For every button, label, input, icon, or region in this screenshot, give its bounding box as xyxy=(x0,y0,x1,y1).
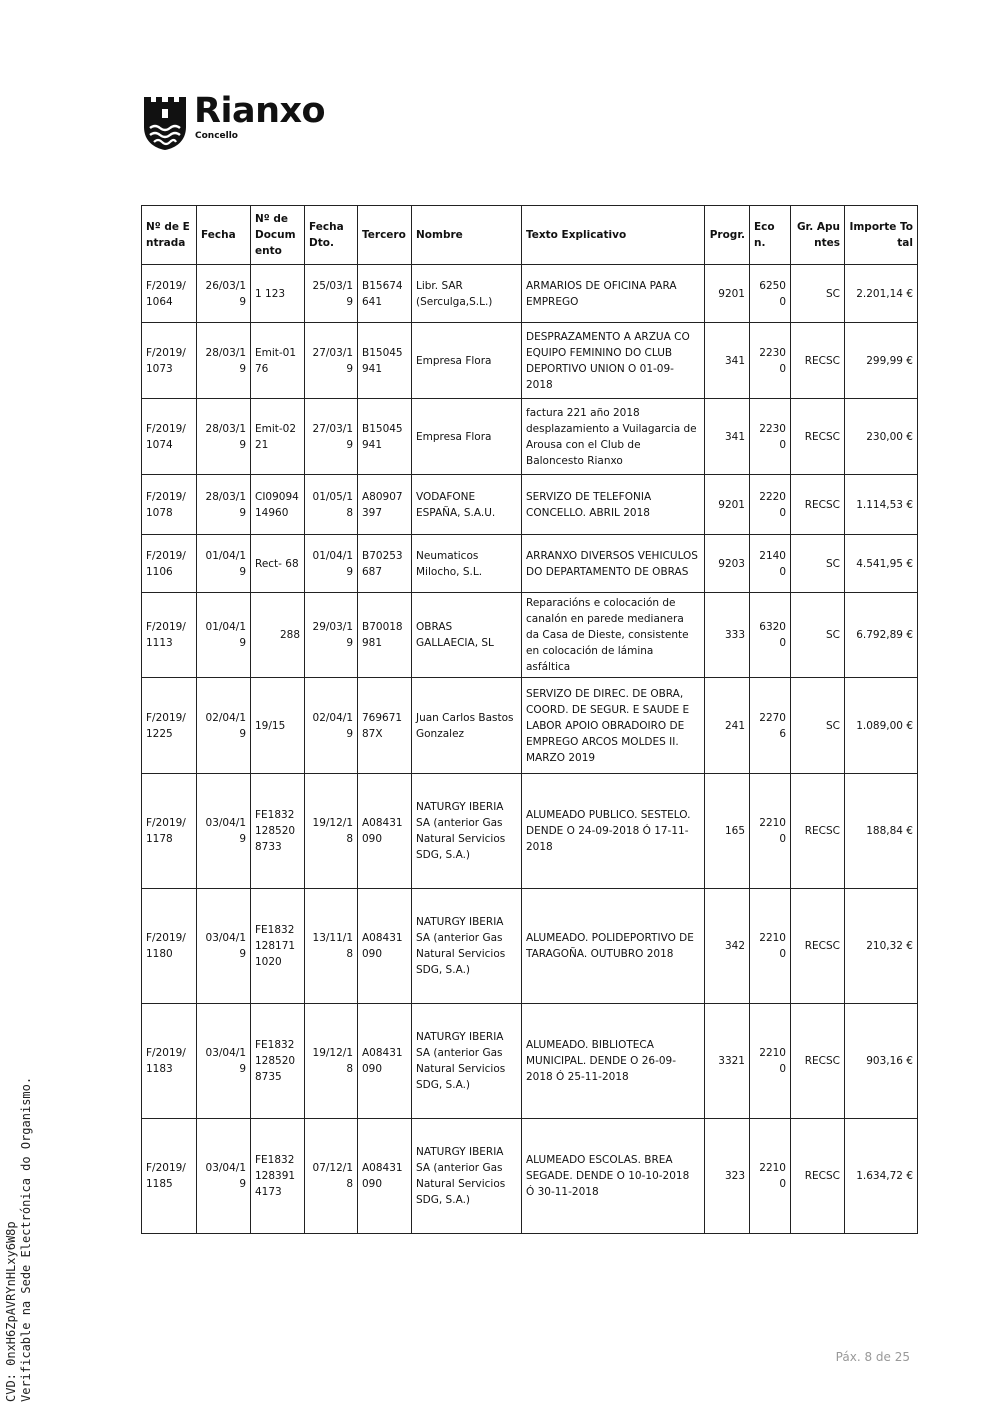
verification-code: CVD: 0nxH6ZpAVRYnHLxy6W8p xyxy=(4,1221,18,1402)
cell-fecha: 01/04/19 xyxy=(197,535,251,593)
cell-texto: SERVIZO DE TELEFONIA CONCELLO. ABRIL 2018 xyxy=(522,475,705,535)
table-row xyxy=(142,475,918,535)
col-header-nombre: Nombre xyxy=(412,206,522,265)
cell-econ: 22300 xyxy=(750,323,791,399)
table-row xyxy=(142,265,918,323)
cell-documento: Rect- 68 xyxy=(251,535,305,593)
cell-importe: 903,16 € xyxy=(845,1004,918,1119)
cell-fecha: 02/04/19 xyxy=(197,678,251,774)
col-header-tercero: Tercero xyxy=(358,206,412,265)
cell-fecha: 03/04/19 xyxy=(197,1004,251,1119)
cell-importe: 1.089,00 € xyxy=(845,678,918,774)
cell-econ: 62500 xyxy=(750,265,791,323)
col-header-econ: Econ. xyxy=(750,206,791,265)
table-row xyxy=(142,678,918,774)
table-header-row xyxy=(142,206,918,265)
cell-tercero: A08431090 xyxy=(358,889,412,1004)
col-header-texto: Texto Explicativo xyxy=(522,206,705,265)
cell-importe: 1.634,72 € xyxy=(845,1119,918,1234)
cell-nombre: Empresa Flora xyxy=(412,399,522,475)
cell-nombre: Empresa Flora xyxy=(412,323,522,399)
col-header-fecha-dto: Fecha Dto. xyxy=(305,206,358,265)
cell-tercero: A80907397 xyxy=(358,475,412,535)
cell-entrada: F/2019/1178 xyxy=(142,774,197,889)
cell-fecha-dto: 13/11/18 xyxy=(305,889,358,1004)
cell-importe: 210,32 € xyxy=(845,889,918,1004)
cell-tercero: A08431090 xyxy=(358,774,412,889)
table-row xyxy=(142,774,918,889)
page-number: Páx. 8 de 25 xyxy=(835,1350,910,1364)
cell-gr-apuntes: SC xyxy=(791,535,845,593)
cell-progr: 241 xyxy=(705,678,750,774)
logo-subtitle: Concello xyxy=(195,131,238,141)
cell-progr: 333 xyxy=(705,593,750,678)
cell-nombre: Juan Carlos Bastos Gonzalez xyxy=(412,678,522,774)
cell-tercero: B15045941 xyxy=(358,399,412,475)
col-header-progr: Progr. xyxy=(705,206,750,265)
cell-gr-apuntes: RECSC xyxy=(791,1119,845,1234)
cell-texto: Reparacións e colocación de canalón en parede medianera da Casa de Dieste, consistente en colocación de lámina asfáltica xyxy=(522,593,705,678)
cell-nombre: Neumaticos Milocho, S.L. xyxy=(412,535,522,593)
cell-tercero: B15045941 xyxy=(358,323,412,399)
cell-fecha: 28/03/19 xyxy=(197,399,251,475)
cell-texto: SERVIZO DE DIREC. DE OBRA, COORD. DE SEGUR. E SAUDE E LABOR APOIO OBRADOIRO DE EMPREGO ARCOS MOLDES II. MARZO 2019 xyxy=(522,678,705,774)
logo-wordmark: Rianxo xyxy=(194,91,326,131)
cell-fecha-dto: 29/03/19 xyxy=(305,593,358,678)
cell-fecha: 28/03/19 xyxy=(197,475,251,535)
cell-texto: ALUMEADO PUBLICO. SESTELO. DENDE O 24-09-2018 Ó 17-11-2018 xyxy=(522,774,705,889)
col-header-documento: Nº de Documento xyxy=(251,206,305,265)
cell-entrada: F/2019/1183 xyxy=(142,1004,197,1119)
cell-gr-apuntes: RECSC xyxy=(791,399,845,475)
cell-progr: 165 xyxy=(705,774,750,889)
cell-fecha: 28/03/19 xyxy=(197,323,251,399)
cell-documento: FE18321285208735 xyxy=(251,1004,305,1119)
cell-progr: 323 xyxy=(705,1119,750,1234)
table-row xyxy=(142,535,918,593)
cell-texto: ARRANXO DIVERSOS VEHICULOS DO DEPARTAMENTO DE OBRAS xyxy=(522,535,705,593)
cell-fecha-dto: 27/03/19 xyxy=(305,323,358,399)
cell-progr: 341 xyxy=(705,399,750,475)
table-row xyxy=(142,1119,918,1234)
col-header-importe: Importe Total xyxy=(845,206,918,265)
cell-importe: 230,00 € xyxy=(845,399,918,475)
cell-texto: ALUMEADO. POLIDEPORTIVO DE TARAGOÑA. OUTUBRO 2018 xyxy=(522,889,705,1004)
cell-nombre: NATURGY IBERIA SA (anterior Gas Natural Servicios SDG, S.A.) xyxy=(412,1004,522,1119)
cell-texto: factura 221 año 2018 desplazamiento a Vuilagarcia de Arousa con el Club de Baloncesto Rianxo xyxy=(522,399,705,475)
cell-econ: 22200 xyxy=(750,475,791,535)
table-row xyxy=(142,399,918,475)
cell-econ: 22706 xyxy=(750,678,791,774)
cell-econ: 21400 xyxy=(750,535,791,593)
cell-importe: 188,84 € xyxy=(845,774,918,889)
cell-gr-apuntes: RECSC xyxy=(791,774,845,889)
cell-nombre: Libr. SAR (Serculga,S.L.) xyxy=(412,265,522,323)
cell-econ: 22300 xyxy=(750,399,791,475)
verification-stamp xyxy=(4,1077,34,1402)
cell-fecha: 03/04/19 xyxy=(197,889,251,1004)
cell-progr: 341 xyxy=(705,323,750,399)
col-header-fecha: Fecha xyxy=(197,206,251,265)
coat-of-arms-icon xyxy=(142,95,188,151)
cell-gr-apuntes: RECSC xyxy=(791,323,845,399)
cell-progr: 9201 xyxy=(705,475,750,535)
cell-texto: ARMARIOS DE OFICINA PARA EMPREGO xyxy=(522,265,705,323)
cell-fecha-dto: 19/12/18 xyxy=(305,1004,358,1119)
logo xyxy=(142,91,352,151)
cell-documento: Emit-0176 xyxy=(251,323,305,399)
cell-econ: 22100 xyxy=(750,774,791,889)
cell-importe: 4.541,95 € xyxy=(845,535,918,593)
cell-documento: FE18321285208733 xyxy=(251,774,305,889)
cell-nombre: OBRAS GALLAECIA, SL xyxy=(412,593,522,678)
cell-tercero: B70018981 xyxy=(358,593,412,678)
table-row xyxy=(142,593,918,678)
cell-documento: 288 xyxy=(251,593,305,678)
cell-documento: 1 123 xyxy=(251,265,305,323)
cell-tercero: A08431090 xyxy=(358,1119,412,1234)
cell-importe: 1.114,53 € xyxy=(845,475,918,535)
cell-entrada: F/2019/1078 xyxy=(142,475,197,535)
verification-note: Verificable na Sede Electrónica do Organismo. xyxy=(19,1076,33,1402)
cell-gr-apuntes: RECSC xyxy=(791,1004,845,1119)
cell-fecha-dto: 01/05/18 xyxy=(305,475,358,535)
table-row xyxy=(142,889,918,1004)
cell-tercero: 76967187X xyxy=(358,678,412,774)
cell-nombre: NATURGY IBERIA SA (anterior Gas Natural Servicios SDG, S.A.) xyxy=(412,889,522,1004)
cell-fecha-dto: 25/03/19 xyxy=(305,265,358,323)
table-row xyxy=(142,323,918,399)
col-header-gr-apuntes: Gr. Apuntes xyxy=(791,206,845,265)
cell-nombre: NATURGY IBERIA SA (anterior Gas Natural Servicios SDG, S.A.) xyxy=(412,1119,522,1234)
invoice-table xyxy=(141,205,918,1234)
table-row xyxy=(142,1004,918,1119)
cell-fecha-dto: 01/04/19 xyxy=(305,535,358,593)
cell-documento: FE18321283914173 xyxy=(251,1119,305,1234)
cell-tercero: B70253687 xyxy=(358,535,412,593)
cell-texto: ALUMEADO ESCOLAS. BREA SEGADE. DENDE O 10-10-2018 Ó 30-11-2018 xyxy=(522,1119,705,1234)
cell-documento: Emit-0221 xyxy=(251,399,305,475)
cell-entrada: F/2019/1073 xyxy=(142,323,197,399)
cell-gr-apuntes: RECSC xyxy=(791,475,845,535)
cell-progr: 9201 xyxy=(705,265,750,323)
cell-progr: 3321 xyxy=(705,1004,750,1119)
cell-entrada: F/2019/1106 xyxy=(142,535,197,593)
cell-entrada: F/2019/1185 xyxy=(142,1119,197,1234)
cell-entrada: F/2019/1064 xyxy=(142,265,197,323)
cell-econ: 22100 xyxy=(750,1004,791,1119)
cell-gr-apuntes: SC xyxy=(791,265,845,323)
cell-fecha-dto: 27/03/19 xyxy=(305,399,358,475)
cell-documento: FE18321281711020 xyxy=(251,889,305,1004)
cell-gr-apuntes: SC xyxy=(791,593,845,678)
cell-documento: CI0909414960 xyxy=(251,475,305,535)
cell-fecha: 03/04/19 xyxy=(197,774,251,889)
cell-nombre: NATURGY IBERIA SA (anterior Gas Natural Servicios SDG, S.A.) xyxy=(412,774,522,889)
cell-importe: 2.201,14 € xyxy=(845,265,918,323)
cell-econ: 22100 xyxy=(750,1119,791,1234)
cell-importe: 299,99 € xyxy=(845,323,918,399)
cell-fecha: 26/03/19 xyxy=(197,265,251,323)
cell-gr-apuntes: SC xyxy=(791,678,845,774)
cell-texto: ALUMEADO. BIBLIOTECA MUNICIPAL. DENDE O 26-09-2018 Ó 25-11-2018 xyxy=(522,1004,705,1119)
cell-importe: 6.792,89 € xyxy=(845,593,918,678)
cell-tercero: A08431090 xyxy=(358,1004,412,1119)
cell-fecha-dto: 07/12/18 xyxy=(305,1119,358,1234)
cell-econ: 63200 xyxy=(750,593,791,678)
cell-documento: 19/15 xyxy=(251,678,305,774)
cell-entrada: F/2019/1113 xyxy=(142,593,197,678)
cell-fecha: 01/04/19 xyxy=(197,593,251,678)
cell-progr: 9203 xyxy=(705,535,750,593)
cell-fecha-dto: 19/12/18 xyxy=(305,774,358,889)
cell-fecha-dto: 02/04/19 xyxy=(305,678,358,774)
cell-gr-apuntes: RECSC xyxy=(791,889,845,1004)
cell-tercero: B15674641 xyxy=(358,265,412,323)
cell-nombre: VODAFONE ESPAÑA, S.A.U. xyxy=(412,475,522,535)
cell-entrada: F/2019/1225 xyxy=(142,678,197,774)
cell-texto: DESPRAZAMENTO A ARZUA CO EQUIPO FEMININO DO CLUB DEPORTIVO UNION O 01-09-2018 xyxy=(522,323,705,399)
cell-econ: 22100 xyxy=(750,889,791,1004)
cell-entrada: F/2019/1180 xyxy=(142,889,197,1004)
cell-progr: 342 xyxy=(705,889,750,1004)
cell-entrada: F/2019/1074 xyxy=(142,399,197,475)
cell-fecha: 03/04/19 xyxy=(197,1119,251,1234)
col-header-entrada: Nº de Entrada xyxy=(142,206,197,265)
